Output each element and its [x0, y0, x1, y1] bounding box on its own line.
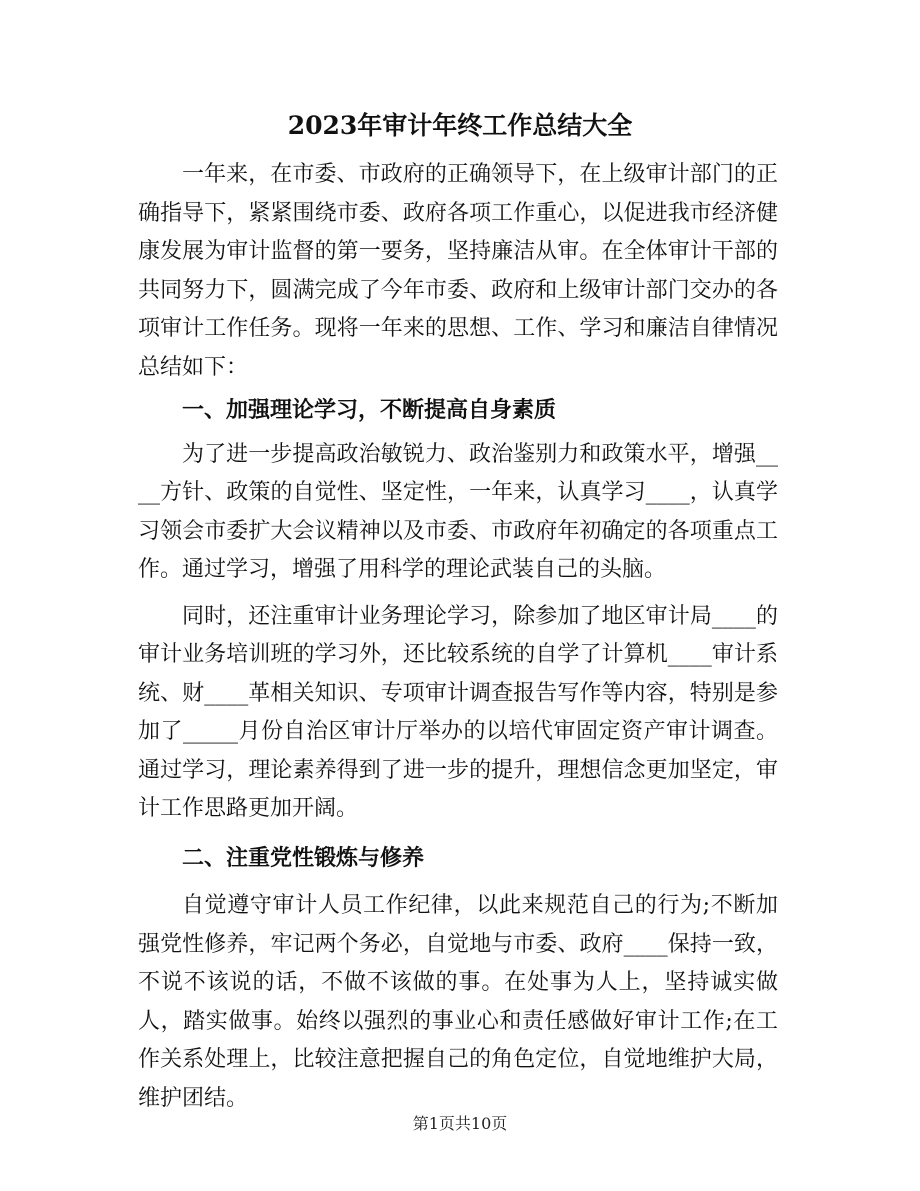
section-paragraph: 同时，还注重审计业务理论学习，除参加了地区审计局____的审计业务培训班的学习外，还比较系统的自学了计算机____审计系统、财____革相关知识、专项审计调查报告写作等内容，特别是参加了_____月份自治区审计厅举办的以培代审固定资产审计调查。通过学习，理论素养得到了进一步的提升，理想信念更加坚定，审计工作思路更加开阔。 — [138, 603, 778, 821]
section-paragraph: 自觉遵守审计人员工作纪律，以此来规范自己的行为;不断加强党性修养，牢记两个务必，自觉地与市委、政府____保持一致，不说不该说的话，不做不该做的事。在处事为人上，坚持诚实做人，踏实做事。始终以强烈的事业心和责任感做好审计工作;在工作关系处理上，比较注意把握自己的角色定位，自觉地维护大局，维护团结。 — [138, 893, 778, 1111]
section-heading: 二、注重党性锻炼与修养 — [182, 844, 425, 871]
document-title: 2023年审计年终工作总结大全 — [287, 111, 633, 140]
section-1 — [138, 387, 778, 829]
section-2 — [138, 829, 778, 1119]
document-body — [138, 156, 778, 1118]
section-paragraph: 为了进一步提高政治敏锐力、政治鉴别力和政策水平，增强____方针、政策的自觉性、坚定性，一年来，认真学习____，认真学习领会市委扩大会议精神以及市委、市政府年初确定的各项重点工作。通过学习，增强了用科学的理论武装自己的头脑。 — [138, 441, 778, 582]
page-number-footer: 第1页共10页 — [412, 1114, 508, 1133]
section-heading: 一、加强理论学习，不断提高自身素质 — [182, 397, 557, 423]
intro-paragraph: 一年来，在市委、市政府的正确领导下，在上级审计部门的正确指导下，紧紧围绕市委、政府各项工作重心，以促进我市经济健康发展为审计监督的第一要务，坚持廉洁从审。在全体审计干部的共同努力下，圆满完成了今年市委、政府和上级审计部门交办的各项审计工作任务。现将一年来的思想、工作、学习和廉洁自律情况总结如下： — [138, 162, 778, 380]
